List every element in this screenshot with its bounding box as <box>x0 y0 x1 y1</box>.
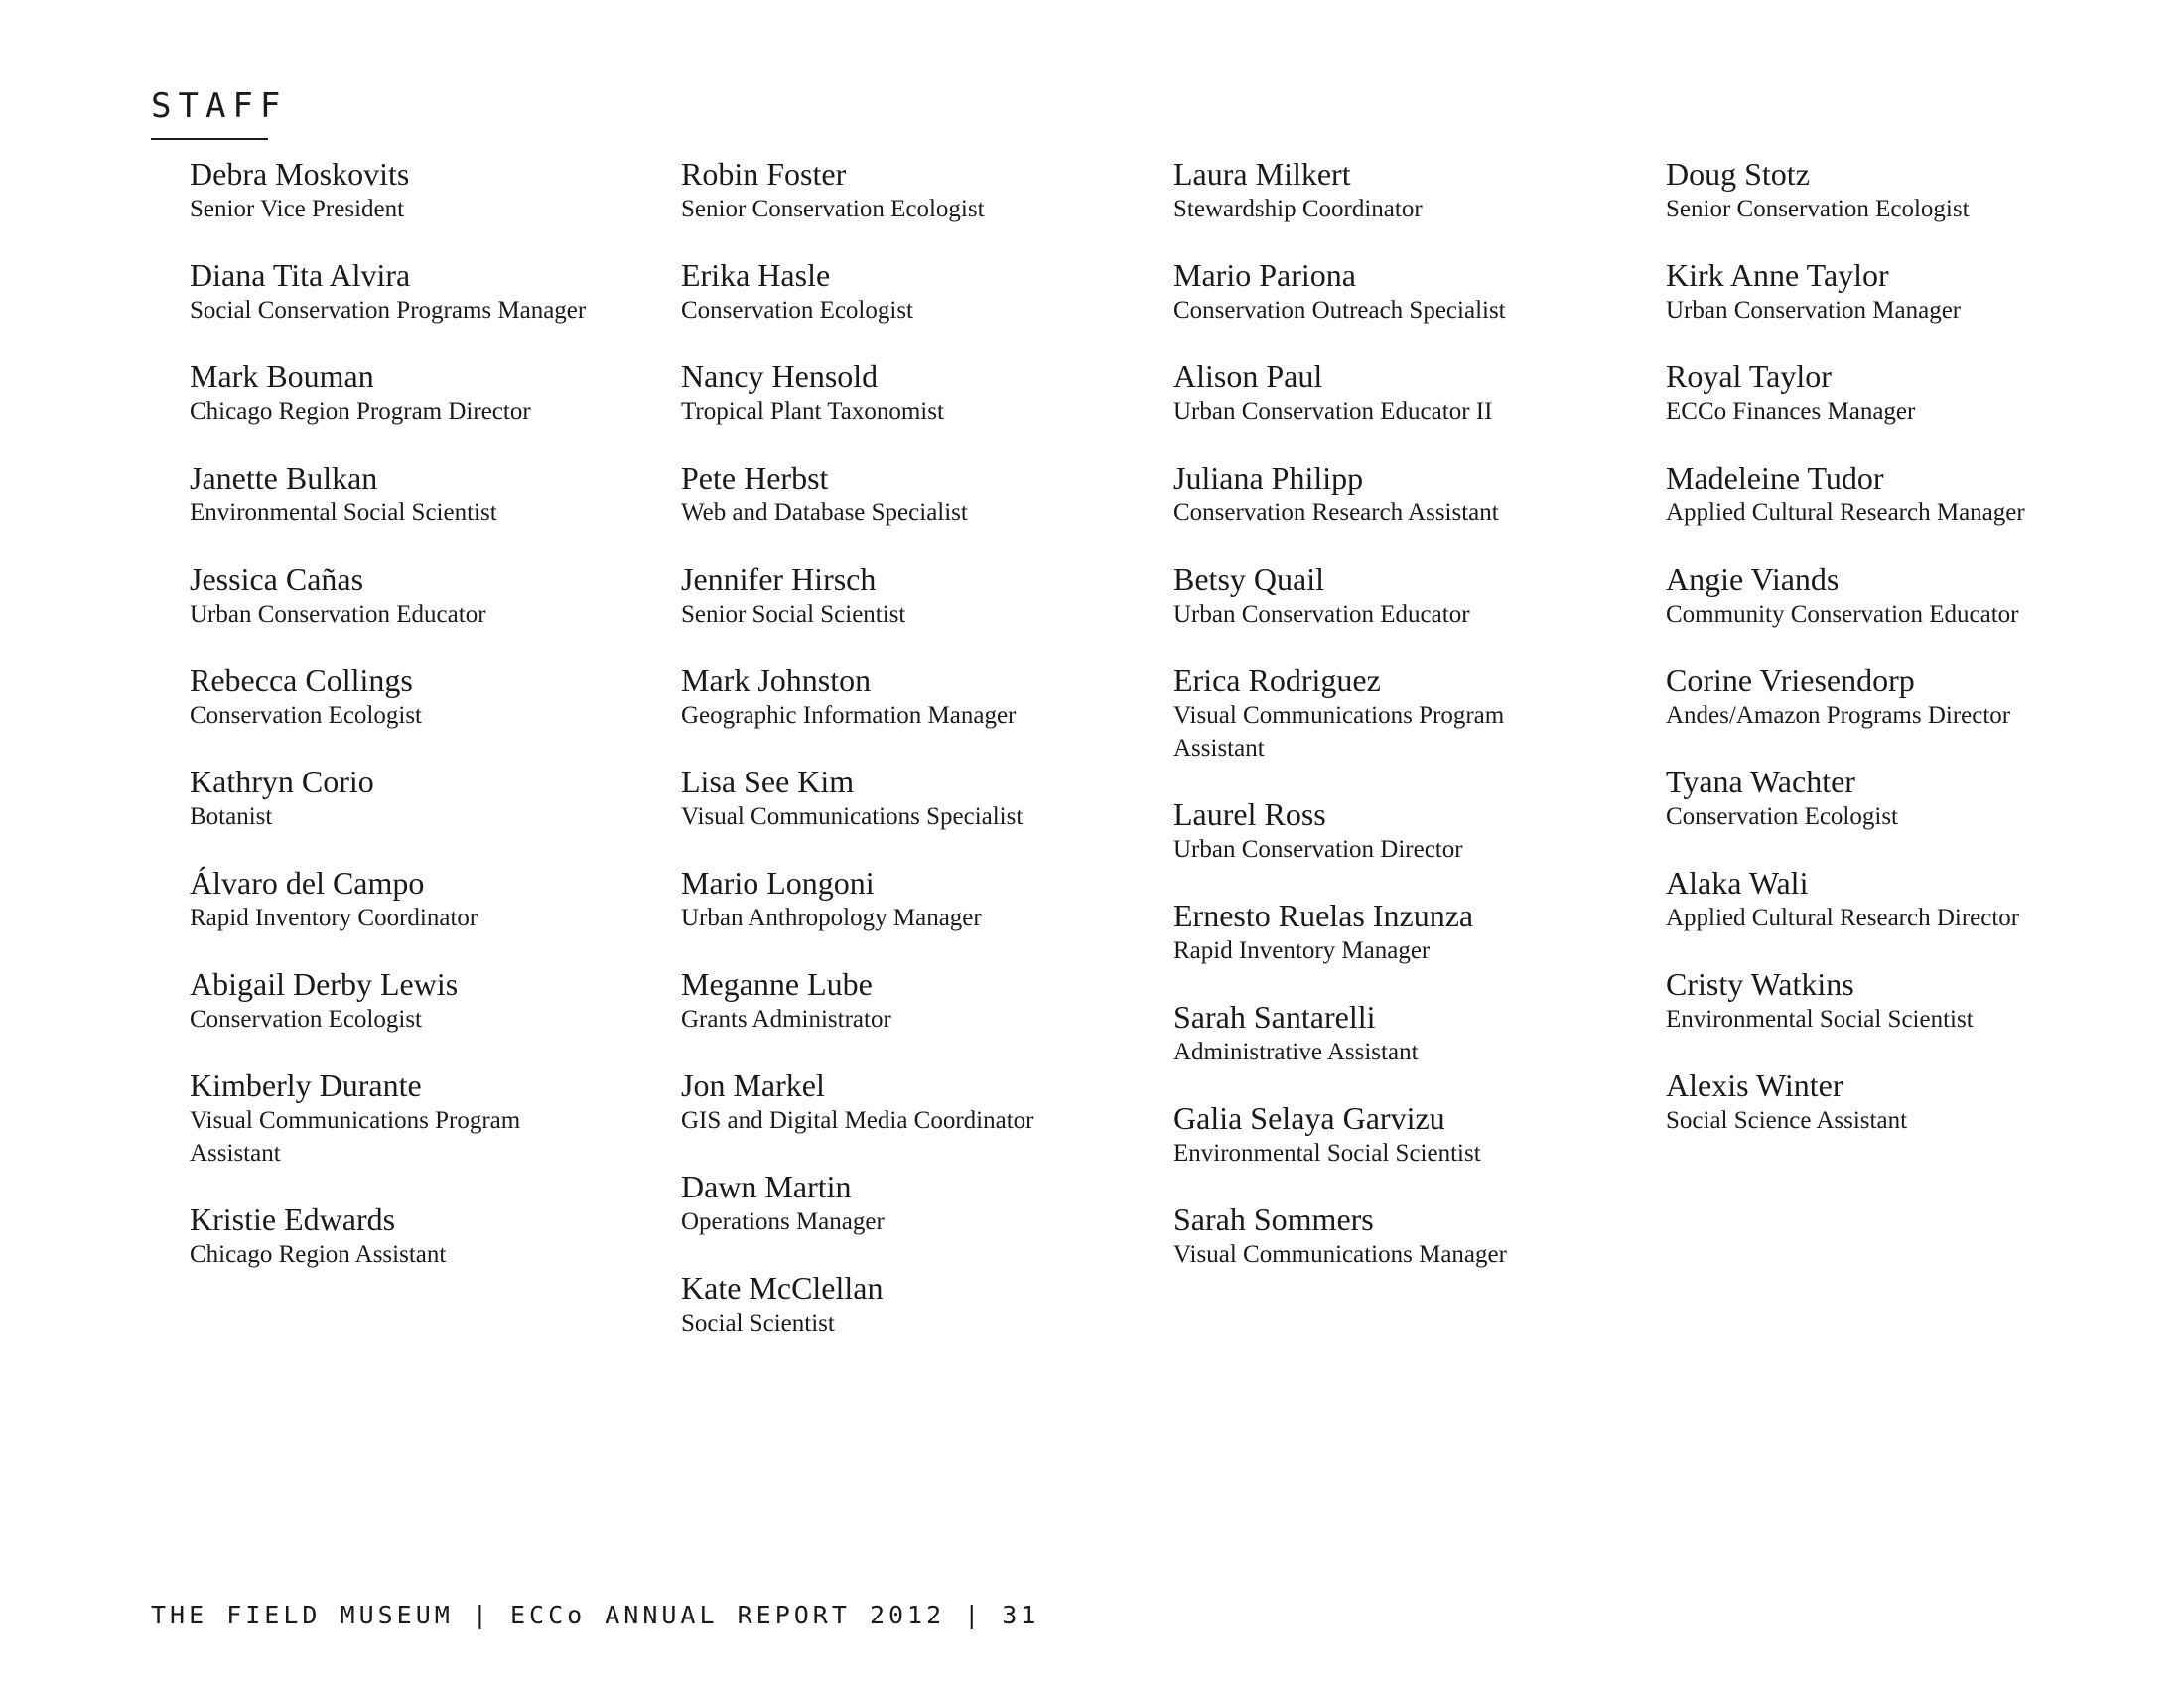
staff-entry <box>681 763 1148 833</box>
staff-name: Doug Stotz <box>1666 156 1810 192</box>
staff-name: Alaka Wali <box>1666 865 1809 901</box>
staff-entry <box>1173 795 1640 866</box>
staff-entry <box>1173 1200 1640 1271</box>
staff-entry <box>681 560 1148 631</box>
staff-title: Urban Conservation Educator II <box>1173 398 1493 425</box>
staff-name: Nancy Hensold <box>681 358 879 394</box>
staff-entry <box>681 256 1148 327</box>
staff-name: Corine Vriesendorp <box>1666 662 1915 698</box>
staff-entry <box>681 1168 1148 1238</box>
staff-entry <box>1173 560 1640 631</box>
staff-name: Tyana Wachter <box>1666 764 1855 799</box>
staff-title: Andes/Amazon Programs Director <box>1666 702 2011 729</box>
staff-name: Kimberly Durante <box>190 1067 422 1103</box>
staff-title: Web and Database Specialist <box>681 499 968 526</box>
staff-name: Debra Moskovits <box>190 156 410 192</box>
staff-title: Environmental Social Scientist <box>1173 1140 1481 1167</box>
staff-entry <box>190 864 656 934</box>
staff-entry <box>190 1066 656 1170</box>
staff-name: Mario Pariona <box>1173 257 1356 293</box>
staff-entry <box>190 459 656 529</box>
staff-title: Visual Communications Program Assistant <box>1173 702 1505 762</box>
staff-name: Galia Selaya Garvizu <box>1173 1100 1445 1136</box>
staff-column-4 <box>1666 155 2132 1168</box>
staff-entry <box>190 155 656 225</box>
staff-title: Conservation Outreach Specialist <box>1173 297 1506 324</box>
staff-entry <box>1666 661 2132 732</box>
staff-name: Abigail Derby Lewis <box>190 966 459 1002</box>
staff-name: Kate McClellan <box>681 1270 884 1306</box>
staff-name: Mark Johnston <box>681 662 872 698</box>
staff-entry <box>681 155 1148 225</box>
staff-title: Environmental Social Scientist <box>190 499 497 526</box>
staff-title: Applied Cultural Research Manager <box>1666 499 2025 526</box>
heading-underline <box>151 138 268 140</box>
staff-title: Geographic Information Manager <box>681 702 1017 729</box>
staff-entry <box>681 1269 1148 1339</box>
staff-title: Senior Vice President <box>190 196 405 222</box>
staff-entry <box>1666 864 2132 934</box>
staff-entry <box>1173 155 1640 225</box>
staff-title: Grants Administrator <box>681 1006 891 1033</box>
staff-title: Applied Cultural Research Director <box>1666 905 2020 931</box>
staff-entry <box>1173 459 1640 529</box>
staff-title: Conservation Ecologist <box>681 297 913 324</box>
staff-entry <box>190 1200 656 1271</box>
staff-title: Community Conservation Educator <box>1666 601 2019 628</box>
staff-name: Pete Herbst <box>681 460 829 495</box>
staff-title: Conservation Research Assistant <box>1173 499 1499 526</box>
staff-entry <box>1173 256 1640 327</box>
staff-name: Alexis Winter <box>1666 1067 1843 1103</box>
staff-entry <box>1666 459 2132 529</box>
staff-entry <box>681 864 1148 934</box>
staff-title: Operations Manager <box>681 1208 885 1235</box>
staff-name: Royal Taylor <box>1666 358 1832 394</box>
staff-title: Visual Communications Manager <box>1173 1241 1507 1268</box>
staff-name: Kirk Anne Taylor <box>1666 257 1889 293</box>
staff-entry <box>1173 661 1640 765</box>
staff-column-1 <box>190 155 656 1302</box>
staff-name: Jessica Cañas <box>190 561 364 597</box>
staff-title: Urban Conservation Educator <box>1173 601 1470 628</box>
staff-title: Stewardship Coordinator <box>1173 196 1423 222</box>
staff-name: Ernesto Ruelas Inzunza <box>1173 898 1474 933</box>
staff-name: Sarah Sommers <box>1173 1201 1374 1237</box>
staff-entry <box>1173 998 1640 1068</box>
staff-name: Betsy Quail <box>1173 561 1324 597</box>
staff-title: Rapid Inventory Coordinator <box>190 905 478 931</box>
staff-name: Meganne Lube <box>681 966 873 1002</box>
staff-title: Conservation Ecologist <box>1666 803 1898 830</box>
staff-entry <box>681 459 1148 529</box>
staff-name: Cristy Watkins <box>1666 966 1854 1002</box>
staff-title: Senior Conservation Ecologist <box>1666 196 1970 222</box>
staff-entry <box>190 661 656 732</box>
staff-entry <box>190 965 656 1036</box>
staff-title: Chicago Region Program Director <box>190 398 531 425</box>
staff-entry <box>1173 897 1640 967</box>
staff-entry <box>1666 155 2132 225</box>
staff-title: Environmental Social Scientist <box>1666 1006 1974 1033</box>
staff-name: Jennifer Hirsch <box>681 561 877 597</box>
staff-name: Laurel Ross <box>1173 796 1326 832</box>
staff-title: Social Science Assistant <box>1666 1107 1908 1134</box>
staff-title: Administrative Assistant <box>1173 1039 1419 1065</box>
staff-title: Visual Communications Program Assistant <box>190 1107 521 1167</box>
staff-entry <box>1666 256 2132 327</box>
staff-title: Botanist <box>190 803 273 830</box>
staff-entry <box>681 1066 1148 1137</box>
staff-title: Tropical Plant Taxonomist <box>681 398 944 425</box>
page-footer: THE FIELD MUSEUM | ECCo ANNUAL REPORT 2012 | 31 <box>151 1601 1040 1629</box>
staff-name: Janette Bulkan <box>190 460 378 495</box>
staff-entry <box>681 965 1148 1036</box>
staff-title: GIS and Digital Media Coordinator <box>681 1107 1034 1134</box>
staff-name: Kathryn Corio <box>190 764 374 799</box>
staff-title: ECCo Finances Manager <box>1666 398 1916 425</box>
staff-name: Dawn Martin <box>681 1169 852 1204</box>
staff-title: Rapid Inventory Manager <box>1173 937 1431 964</box>
staff-entry <box>190 256 656 327</box>
staff-name: Mark Bouman <box>190 358 374 394</box>
staff-entry <box>1666 763 2132 833</box>
staff-column-2 <box>681 155 1148 1370</box>
staff-title: Urban Conservation Manager <box>1666 297 1962 324</box>
staff-entry <box>1666 560 2132 631</box>
staff-entry <box>1666 357 2132 428</box>
staff-title: Visual Communications Specialist <box>681 803 1024 830</box>
staff-entry <box>1666 965 2132 1036</box>
staff-entry <box>190 560 656 631</box>
staff-title: Urban Conservation Educator <box>190 601 486 628</box>
staff-name: Erica Rodriguez <box>1173 662 1381 698</box>
staff-entry <box>190 357 656 428</box>
staff-entry <box>190 763 656 833</box>
staff-name: Madeleine Tudor <box>1666 460 1884 495</box>
staff-title: Urban Conservation Director <box>1173 836 1463 863</box>
staff-title: Senior Conservation Ecologist <box>681 196 985 222</box>
staff-name: Álvaro del Campo <box>190 865 425 901</box>
staff-title: Social Scientist <box>681 1310 835 1336</box>
staff-title: Chicago Region Assistant <box>190 1241 447 1268</box>
staff-column-3 <box>1173 155 1640 1302</box>
staff-name: Erika Hasle <box>681 257 831 293</box>
staff-name: Mario Longoni <box>681 865 875 901</box>
section-heading-staff: STAFF <box>151 86 288 126</box>
staff-entry <box>681 357 1148 428</box>
staff-title: Conservation Ecologist <box>190 702 422 729</box>
staff-name: Jon Markel <box>681 1067 825 1103</box>
staff-name: Angie Viands <box>1666 561 1840 597</box>
staff-entry <box>1666 1066 2132 1137</box>
staff-name: Laura Milkert <box>1173 156 1351 192</box>
staff-entry <box>1173 357 1640 428</box>
staff-title: Social Conservation Programs Manager <box>190 297 587 324</box>
staff-name: Diana Tita Alvira <box>190 257 411 293</box>
staff-entry <box>1173 1099 1640 1170</box>
staff-name: Sarah Santarelli <box>1173 999 1376 1035</box>
staff-name: Robin Foster <box>681 156 847 192</box>
staff-name: Lisa See Kim <box>681 764 855 799</box>
staff-name: Rebecca Collings <box>190 662 413 698</box>
staff-name: Juliana Philipp <box>1173 460 1364 495</box>
staff-entry <box>681 661 1148 732</box>
staff-name: Kristie Edwards <box>190 1201 396 1237</box>
staff-title: Urban Anthropology Manager <box>681 905 982 931</box>
staff-name: Alison Paul <box>1173 358 1323 394</box>
staff-title: Conservation Ecologist <box>190 1006 422 1033</box>
staff-title: Senior Social Scientist <box>681 601 906 628</box>
